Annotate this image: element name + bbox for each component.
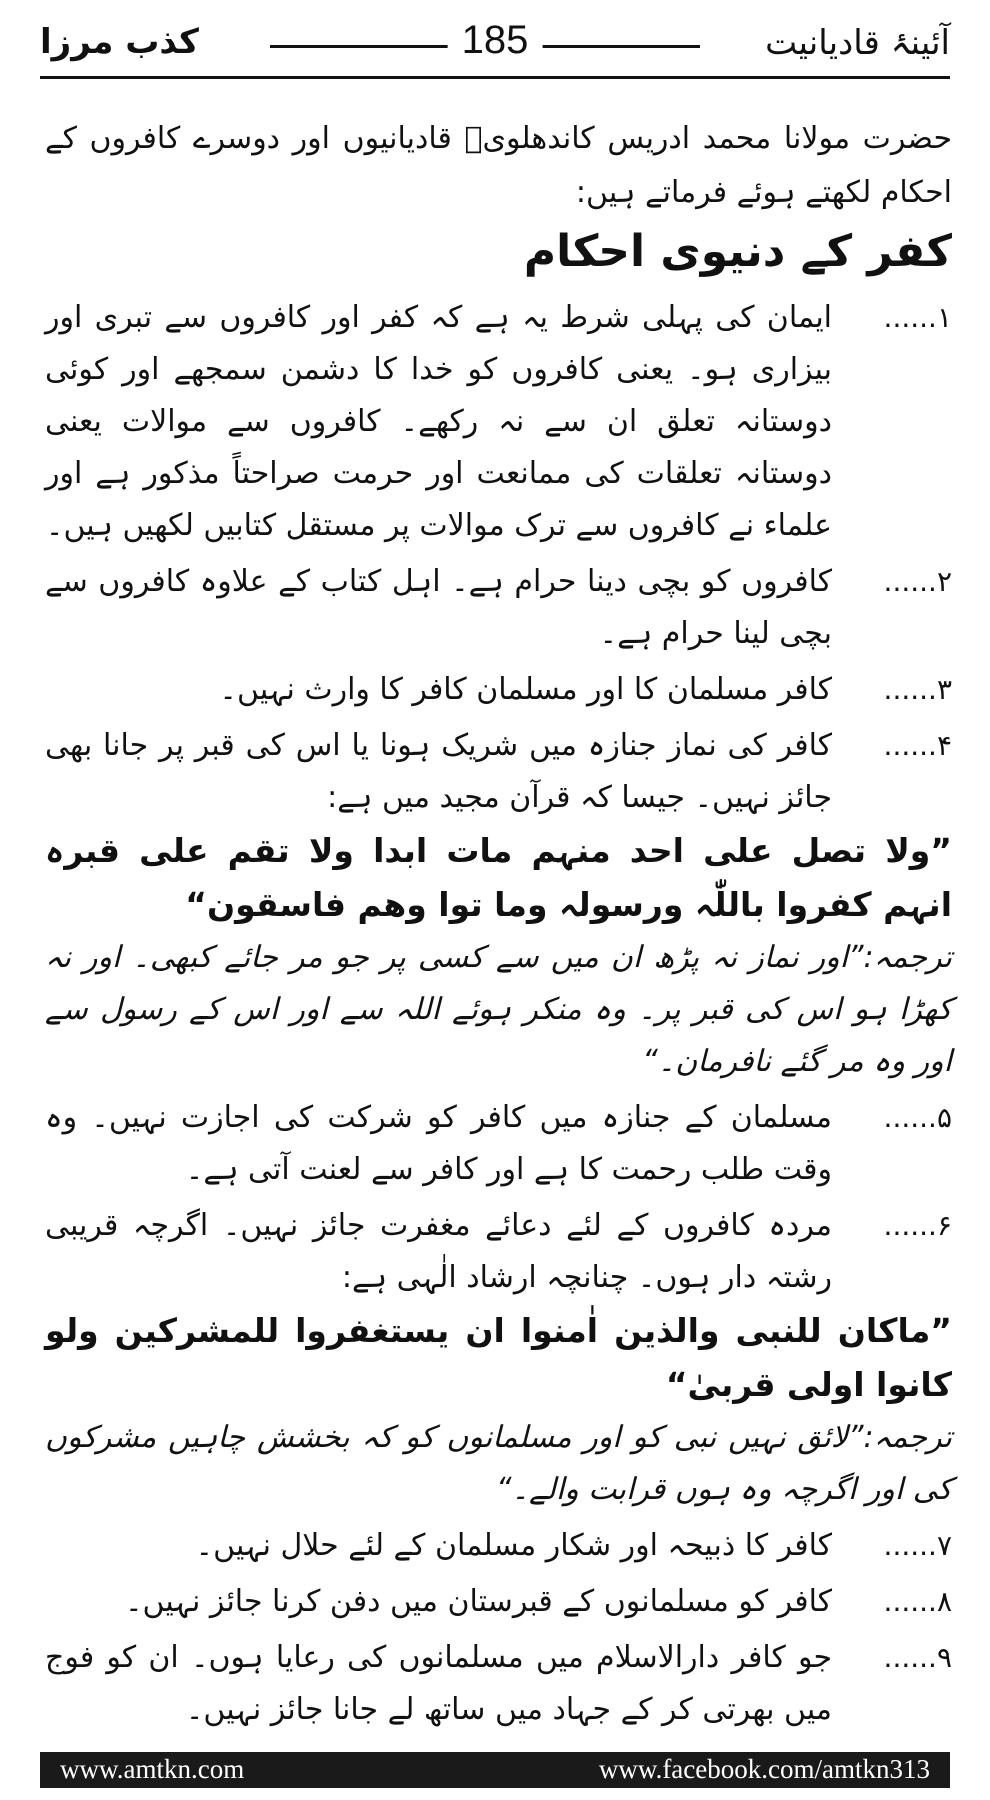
page-number: 185 [448, 18, 543, 63]
list-item [45, 1576, 952, 1628]
item-number: ۲...... [883, 565, 952, 598]
translation: ترجمہ:”اور نماز نہ پڑھ ان میں سے کسی پر جو مر جائے کبھی۔ اور نہ کھڑا ہو اس کی قبر پر۔ وہ منکر ہوئے اللہ سے اور اس کے رسول سے اور وہ مر گئے نافرمان۔“ [45, 940, 952, 1079]
translation: ترجمہ:”لائق نہیں نبی کو اور مسلمانوں کو کہ بخشش چاہیں مشرکوں کی اور اگرچہ وہ ہوں قرابت والے۔“ [45, 1420, 952, 1507]
item-number: ۵...... [883, 1101, 952, 1134]
quran-quote: ”ماکان للنبی والذین اٰمنوا ان یستغفروا للمشرکین ولو کانوا اولی قربیٰ“ [45, 1311, 952, 1404]
item-number: ۹...... [883, 1641, 952, 1674]
quran-quote: ”ولا تصل علی احد منہم مات ابدا ولا تقم علی قبرہ انہم کفروا باللّٰہ ورسولہ وما توا وھم فاسقون“ [45, 831, 952, 924]
section-title: کذب مرزا [40, 22, 199, 62]
header-underline [40, 76, 950, 79]
item-text: کافر کی نماز جنازہ میں شریک ہونا یا اس کی قبر پر جانا بھی جائز نہیں۔ جیسا کہ قرآن مجید میں ہے: [45, 728, 832, 815]
item-number: ۴...... [883, 729, 952, 762]
list-item [45, 1632, 952, 1736]
section-heading: کفر کے دنیوی احکام [523, 226, 952, 277]
list-item [45, 556, 952, 660]
item-number: ۷...... [883, 1529, 952, 1562]
item-text: کافروں کو بچی دینا حرام ہے۔ اہل کتاب کے علاوہ کافروں سے بچی لینا حرام ہے۔ [45, 564, 832, 651]
list-item [45, 292, 952, 552]
list-item [45, 1200, 952, 1516]
item-text: کافر کا ذبیحہ اور شکار مسلمان کے لئے حلال نہیں۔ [195, 1528, 832, 1563]
item-text: مسلمان کے جنازہ میں کافر کو شرکت کی اجازت نہیں۔ وہ وقت طلب رحمت کا ہے اور کافر سے لعنت آتی ہے۔ [45, 1100, 832, 1187]
website-link[interactable]: www.amtkn.com [60, 1754, 245, 1784]
book-title: آئینۂ قادیانیت [765, 23, 950, 63]
page-footer [40, 1752, 950, 1788]
facebook-link[interactable]: www.facebook.com/amtkn313 [598, 1754, 930, 1784]
list-item [45, 664, 952, 716]
page-body [45, 112, 952, 1740]
item-number: ۶...... [883, 1209, 952, 1242]
list-item [45, 1520, 952, 1572]
item-number: ۱...... [883, 301, 952, 334]
page-header [40, 18, 950, 74]
list-item [45, 1092, 952, 1196]
item-text: کافر مسلمان کا اور مسلمان کافر کا وارث نہیں۔ [219, 672, 832, 707]
item-text: ایمان کی پہلی شرط یہ ہے کہ کفر اور کافروں سے تبری اور بیزاری ہو۔ یعنی کافروں کو خدا کا دشمن سمجھے اور کوئی دوستانہ تعلق ان سے نہ رکھے۔ کافروں سے موالات یعنی دوستانہ تعلقات کی ممانعت اور حرمت صراحتاً مذکور ہے اور علماء نے کافروں سے ترک موالات پر مستقل کتابیں لکھیں ہیں۔ [45, 300, 832, 543]
item-text: کافر کو مسلمانوں کے قبرستان میں دفن کرنا جائز نہیں۔ [124, 1584, 832, 1619]
item-text: جو کافر دارالاسلام میں مسلمانوں کی رعایا ہوں۔ ان کو فوج میں بھرتی کر کے جہاد میں ساتھ لے جانا جائز نہیں۔ [45, 1640, 832, 1727]
intro-paragraph: حضرت مولانا محمد ادریس کاندھلویؒ قادیانیوں اور دوسرے کافروں کے احکام لکھتے ہوئے فرماتے ہیں: [45, 121, 952, 210]
item-number: ۳...... [883, 673, 952, 706]
list-item [45, 720, 952, 1088]
item-number: ۸...... [883, 1585, 952, 1618]
item-text: مردہ کافروں کے لئے دعائے مغفرت جائز نہیں۔ اگرچہ قریبی رشتہ دار ہوں۔ چنانچہ ارشاد الٰہی ہے: [45, 1208, 832, 1295]
